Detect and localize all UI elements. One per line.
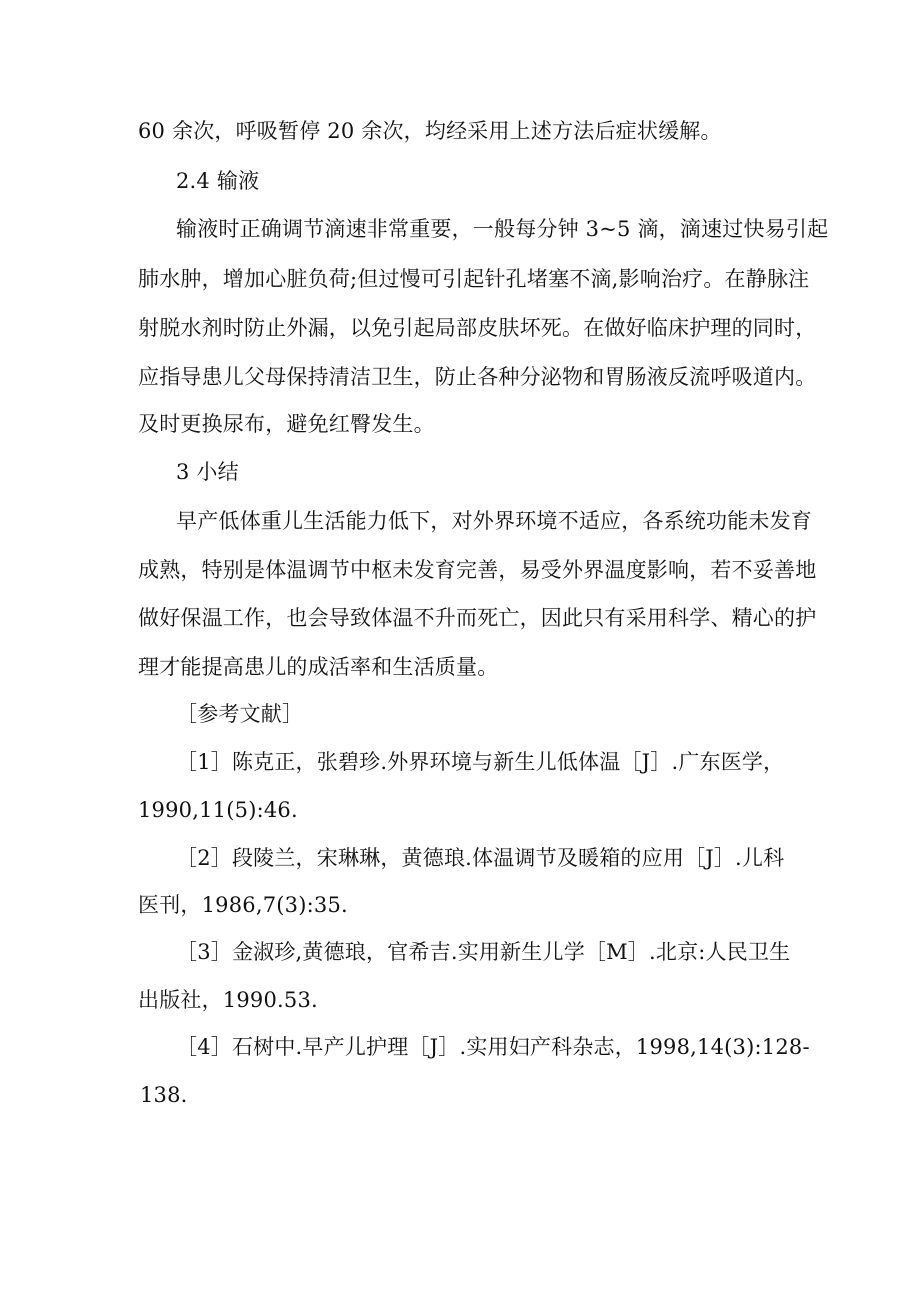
paragraph-continuation: 60 余次，呼吸暂停 20 余次，均经采用上述方法后症状缓解。 [138,119,722,143]
reference-item-4-cont: 138. [140,1083,188,1107]
paragraph-line: 及时更换尿布，避免红臀发生。 [138,412,435,436]
references-heading: ［参考文献］ [176,702,304,726]
reference-item-2: ［2］段陵兰，宋琳琳，黄德琅.体温调节及暖箱的应用［J］.儿科 [176,846,785,870]
reference-item-2-cont: 医刊，1986,7(3):35. [138,893,348,917]
paragraph-line: 输液时正确调节滴速非常重要，一般每分钟 3~5 滴，滴速过快易引起 [176,217,829,241]
paragraph-line: 成熟，特别是体温调节中枢未发育完善，易受外界温度影响，若不妥善地 [138,558,817,582]
reference-item-4: ［4］石树中.早产儿护理［J］.实用妇产科杂志，1998,14(3):128- [176,1035,810,1059]
paragraph-line: 做好保温工作，也会导致体温不升而死亡，因此只有采用科学、精心的护 [138,606,817,630]
paragraph-line: 肺水肿，增加心脏负荷;但过慢可引起针孔堵塞不滴,影响治疗。在静脉注 [138,267,810,291]
paragraph-line: 射脱水剂时防止外漏，以免引起局部皮肤坏死。在做好临床护理的同时， [138,316,817,340]
section-heading-3: 3 小结 [176,460,239,484]
paragraph-line: 应指导患儿父母保持清洁卫生，防止各种分泌物和胃肠液反流呼吸道内。 [138,365,817,389]
section-heading-2-4: 2.4 输液 [176,169,260,193]
paragraph-line: 理才能提高患儿的成活率和生活质量。 [138,655,499,679]
reference-item-3-cont: 出版社，1990.53. [138,988,318,1012]
reference-item-1-cont: 1990,11(5):46. [138,798,298,822]
reference-item-1: ［1］陈克正，张碧珍.外界环境与新生儿低体温［J］.广东医学， [176,750,785,774]
paragraph-line: 早产低体重儿生活能力低下，对外界环境不适应，各系统功能未发育 [176,509,812,533]
reference-item-3: ［3］金淑珍,黄德琅，官希吉.实用新生儿学［M］.北京:人民卫生 [176,940,791,964]
